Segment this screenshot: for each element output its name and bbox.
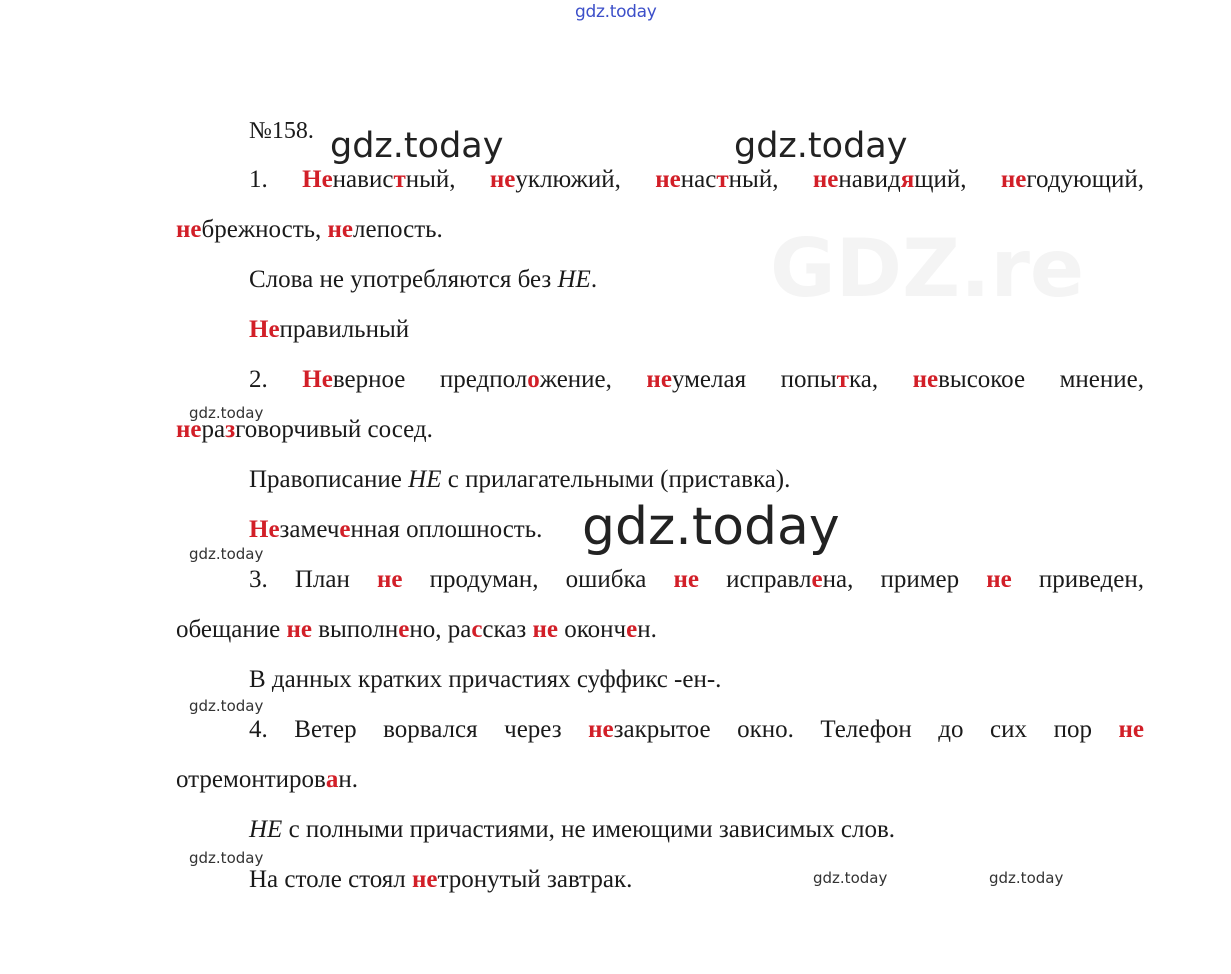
text-segment: н. <box>338 766 358 793</box>
text-segment: брежность, <box>201 216 328 243</box>
italic-term: НЕ <box>557 266 591 293</box>
italic-term: НЕ <box>408 466 442 493</box>
line-4-sentences <box>249 715 1144 745</box>
highlighted-letters: е <box>626 616 638 643</box>
highlighted-letters: Не <box>302 166 333 193</box>
line-3-continuation <box>176 615 1144 645</box>
highlighted-letters: Не <box>249 316 280 343</box>
ghost-watermark: GDZ.re <box>770 222 1085 315</box>
text-segment: Слова не употребляются без <box>249 266 558 293</box>
text-segment: отремонтиров <box>176 766 326 793</box>
highlighted-letters: не <box>588 716 614 743</box>
highlighted-letters: не <box>176 416 202 443</box>
highlighted-letters: о <box>527 366 540 393</box>
text-segment: В данных кратких причастиях суффикс -ен-. <box>249 666 722 693</box>
watermark-small-3: gdz.today <box>189 697 264 715</box>
text-segment: н. <box>637 616 657 643</box>
highlighted-letters: не <box>489 166 516 193</box>
watermark-small-5: gdz.today <box>813 869 888 887</box>
text-segment: ра <box>201 416 226 443</box>
task-number: №158. <box>249 118 314 144</box>
highlighted-letters: т <box>836 366 849 393</box>
highlighted-letters: Не <box>302 366 333 393</box>
watermark-small-2: gdz.today <box>189 545 264 563</box>
highlighted-letters: а <box>325 766 339 793</box>
text-segment: выполн <box>311 616 399 643</box>
highlighted-letters: не <box>1000 166 1027 193</box>
line-1-words <box>249 165 1144 195</box>
text-segment: 1. <box>249 166 303 193</box>
watermark-2: gdz.today <box>734 126 908 166</box>
text-segment: 4. Ветер ворвался через <box>249 716 589 743</box>
line-1-rule <box>249 265 1144 295</box>
highlighted-letters: е <box>339 516 351 543</box>
line-2-rule <box>249 465 1144 495</box>
highlighted-letters: не <box>412 866 438 893</box>
highlighted-letters: т <box>716 166 729 193</box>
line-2-continuation <box>176 415 1144 445</box>
line-4-continuation <box>176 765 1144 795</box>
watermark-1: gdz.today <box>330 126 504 166</box>
highlighted-letters: не <box>327 216 354 243</box>
highlighted-letters: е <box>811 566 823 593</box>
text-segment: исправл <box>698 566 812 593</box>
text-segment: замеч <box>279 516 340 543</box>
text-segment: обещание <box>176 616 287 643</box>
text-segment: . <box>590 266 598 293</box>
highlighted-letters: с <box>471 616 483 643</box>
text-segment: но, ра <box>409 616 472 643</box>
watermark-small-1: gdz.today <box>189 404 264 422</box>
text-segment: умелая попы <box>671 366 837 393</box>
highlighted-letters: не <box>286 616 312 643</box>
watermark-small-4: gdz.today <box>189 849 264 867</box>
highlighted-letters: не <box>673 566 699 593</box>
highlighted-letters: не <box>655 166 681 193</box>
text-segment: нас <box>680 166 717 193</box>
text-segment: сказ <box>482 616 533 643</box>
text-segment: ка, <box>848 366 913 393</box>
text-segment: ный, <box>405 166 490 193</box>
italic-term: НЕ <box>249 816 283 843</box>
line-2-phrases <box>249 365 1144 395</box>
text-segment: жение, <box>539 366 647 393</box>
highlighted-letters: не <box>646 366 672 393</box>
text-segment: правильный <box>279 316 410 343</box>
text-segment: закрытое окно. Телефон до сих пор <box>613 716 1119 743</box>
text-segment: годующий, <box>1026 166 1144 193</box>
highlighted-letters: не <box>1118 716 1144 743</box>
text-segment: высокое мнение, <box>938 366 1144 393</box>
text-segment: приведен, <box>1011 566 1144 593</box>
text-segment: ный, <box>728 166 813 193</box>
text-segment: На столе стоял <box>249 866 413 893</box>
watermark-small-6: gdz.today <box>989 869 1064 887</box>
text-segment: говорчивый сосед. <box>235 416 433 443</box>
text-segment: уклюжий, <box>515 166 656 193</box>
highlighted-letters: з <box>225 416 236 443</box>
text-segment: нная оплошность. <box>350 516 543 543</box>
line-4-rule <box>249 815 1144 845</box>
text-segment: навид <box>838 166 901 193</box>
text-segment: верное предпол <box>332 366 528 393</box>
text-segment: оконч <box>558 616 627 643</box>
line-3-phrases <box>249 565 1144 595</box>
highlighted-letters: не <box>912 366 939 393</box>
text-segment: 3. План <box>249 566 377 593</box>
line-3-rule <box>249 665 1144 695</box>
text-segment: с полными причастиями, не имеющими зависимых слов. <box>282 816 895 843</box>
text-segment: Правописание <box>249 466 409 493</box>
watermark-top: gdz.today <box>575 2 657 22</box>
highlighted-letters: не <box>176 216 202 243</box>
text-segment: 2. <box>249 366 303 393</box>
text-segment: на, пример <box>822 566 987 593</box>
line-1-continuation <box>176 215 1144 245</box>
text-segment: щий, <box>914 166 1001 193</box>
text-segment: с прилагательными (приставка). <box>441 466 791 493</box>
highlighted-letters: не <box>376 566 403 593</box>
line-4-example <box>249 865 1144 895</box>
line-2-example <box>249 515 1144 545</box>
text-segment: продуман, ошибка <box>402 566 674 593</box>
highlighted-letters: т <box>393 166 406 193</box>
highlighted-letters: не <box>532 616 559 643</box>
text-segment: навис <box>332 166 394 193</box>
line-1-example <box>249 315 1144 345</box>
highlighted-letters: я <box>900 166 915 193</box>
watermark-center: gdz.today <box>582 497 840 557</box>
highlighted-letters: Не <box>249 516 280 543</box>
text-segment: лепость. <box>353 216 443 243</box>
highlighted-letters: не <box>986 566 1012 593</box>
highlighted-letters: е <box>398 616 410 643</box>
highlighted-letters: не <box>812 166 839 193</box>
text-segment: тронутый завтрак. <box>437 866 633 893</box>
